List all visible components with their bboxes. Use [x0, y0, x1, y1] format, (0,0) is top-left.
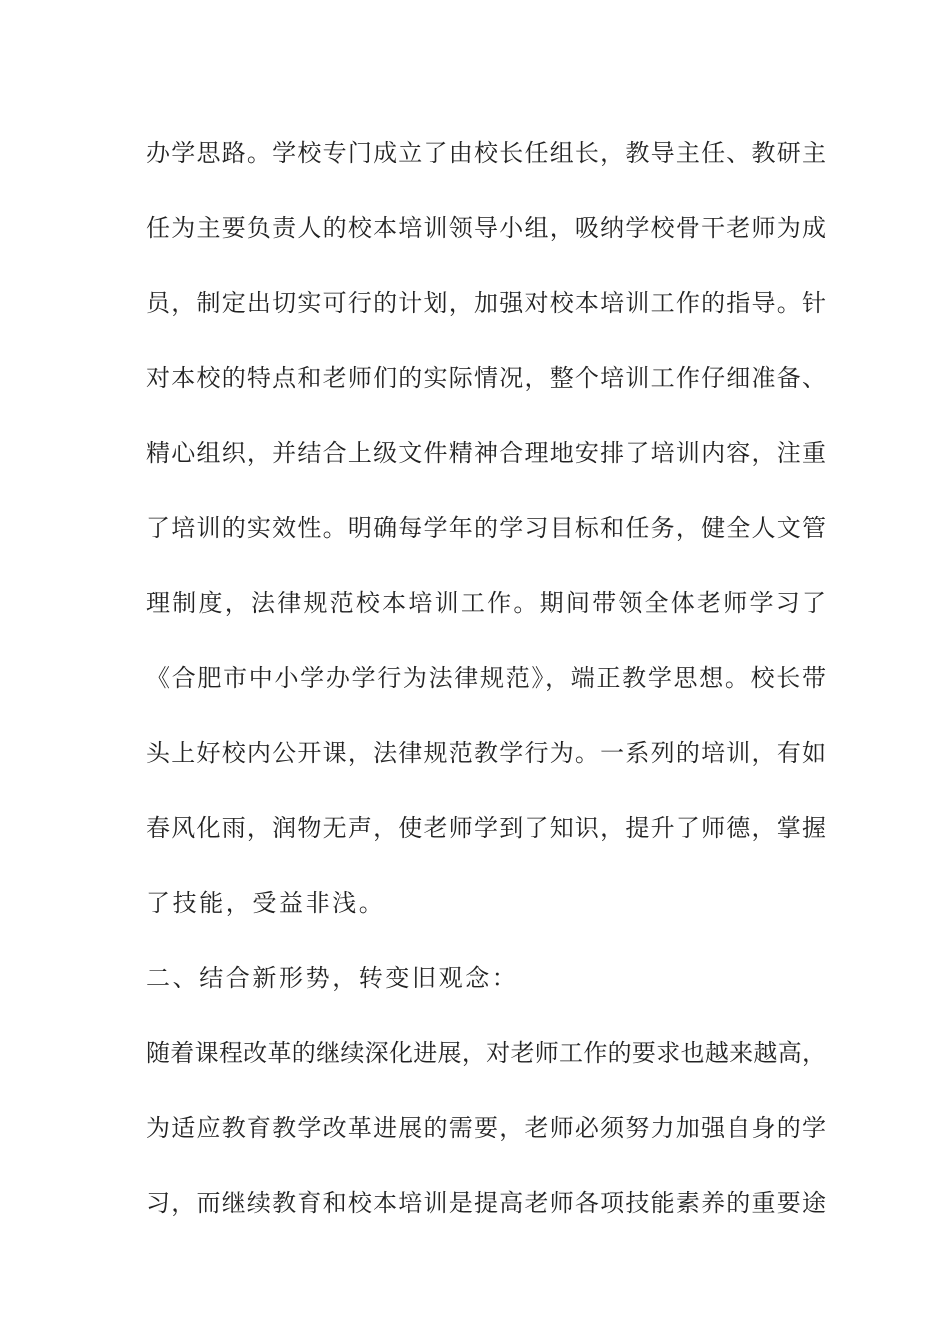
- paragraph-line: 员，制定出切实可行的计划，加强对校本培训工作的指导。针: [146, 289, 826, 317]
- paragraph-line: 习，而继续教育和校本培训是提高老师各项技能素养的重要途: [146, 1189, 826, 1217]
- paragraph-line: 春风化雨，润物无声，使老师学到了知识，提升了师德，掌握: [146, 814, 826, 842]
- paragraph-line: 精心组织，并结合上级文件精神合理地安排了培训内容，注重: [146, 439, 826, 467]
- paragraph-line: 二、结合新形势，转变旧观念：: [146, 964, 519, 992]
- paragraph-line: 了技能，受益非浅。: [146, 889, 386, 917]
- paragraph-line: 理制度，法律规范校本培训工作。期间带领全体老师学习了: [146, 589, 826, 617]
- paragraph-line: 任为主要负责人的校本培训领导小组，吸纳学校骨干老师为成: [146, 214, 826, 242]
- document-body: [146, 133, 826, 1258]
- paragraph-line: 了培训的实效性。明确每学年的学习目标和任务，健全人文管: [146, 514, 826, 542]
- paragraph-line: 为适应教育教学改革进展的需要，老师必须努力加强自身的学: [146, 1114, 826, 1142]
- paragraph-line: 对本校的特点和老师们的实际情况，整个培训工作仔细准备、: [146, 364, 826, 392]
- paragraph-line: 办学思路。学校专门成立了由校长任组长，教导主任、教研主: [146, 139, 826, 167]
- paragraph-line: 《合肥市中小学办学行为法律规范》，端正教学思想。校长带: [146, 664, 826, 692]
- paragraph-line: 随着课程改革的继续深化进展，对老师工作的要求也越来越高，: [146, 1039, 826, 1067]
- paragraph-line: 头上好校内公开课，法律规范教学行为。一系列的培训，有如: [146, 739, 826, 767]
